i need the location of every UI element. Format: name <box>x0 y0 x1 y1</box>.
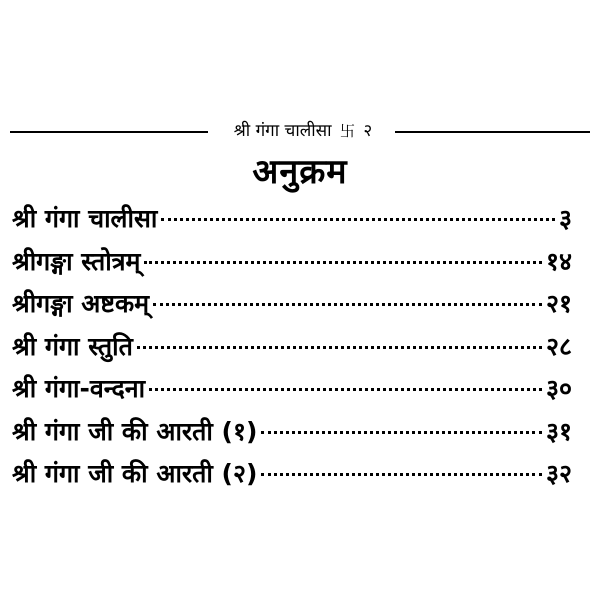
toc-dot-leader <box>137 346 542 349</box>
table-of-contents <box>12 198 572 496</box>
toc-entry-label: श्रीगङ्गा स्तोत्रम् <box>12 246 141 276</box>
toc-entry-page: ३२ <box>545 459 572 488</box>
toc-dot-leader <box>161 218 555 221</box>
toc-entry[interactable] <box>12 368 572 411</box>
toc-entry[interactable] <box>12 283 572 326</box>
toc-entry-label: श्री गंगा जी की आरती (१) <box>12 416 258 446</box>
toc-entry-page: ३० <box>545 374 572 403</box>
header-center <box>218 119 388 143</box>
toc-entry[interactable] <box>12 241 572 284</box>
header-page-number: २ <box>363 121 373 141</box>
toc-entry-page: ३१ <box>545 416 572 446</box>
toc-entry-page: ३ <box>558 204 572 233</box>
toc-entry-page: २१ <box>545 289 572 318</box>
toc-entry-label: श्री गंगा-वन्दना <box>12 374 146 403</box>
toc-entry-label: श्री गंगा स्तुति <box>12 331 133 361</box>
toc-entry-label: श्रीगङ्गा अष्टकम् <box>12 289 150 318</box>
toc-entry[interactable] <box>12 198 572 241</box>
toc-dot-leader <box>261 431 542 434</box>
header-rule-left <box>10 131 208 133</box>
page-title: अनुक्रम <box>252 152 348 192</box>
toc-entry[interactable] <box>12 411 572 454</box>
header-rule-right <box>395 131 590 133</box>
toc-entry-label: श्री गंगा चालीसा <box>12 204 158 233</box>
toc-entry-page: १४ <box>545 246 572 276</box>
toc-entry[interactable] <box>12 326 572 369</box>
toc-entry-page: २८ <box>545 331 572 361</box>
toc-dot-leader <box>149 388 542 391</box>
toc-dot-leader <box>261 473 542 476</box>
toc-entry[interactable] <box>12 453 572 496</box>
running-header <box>10 117 590 147</box>
toc-entry-label: श्री गंगा जी की आरती (२) <box>12 459 258 488</box>
toc-dot-leader <box>153 303 542 306</box>
running-title: श्री गंगा चालीसा <box>233 121 332 141</box>
toc-dot-leader <box>144 261 542 264</box>
swastika-icon: 卐 <box>339 122 355 140</box>
